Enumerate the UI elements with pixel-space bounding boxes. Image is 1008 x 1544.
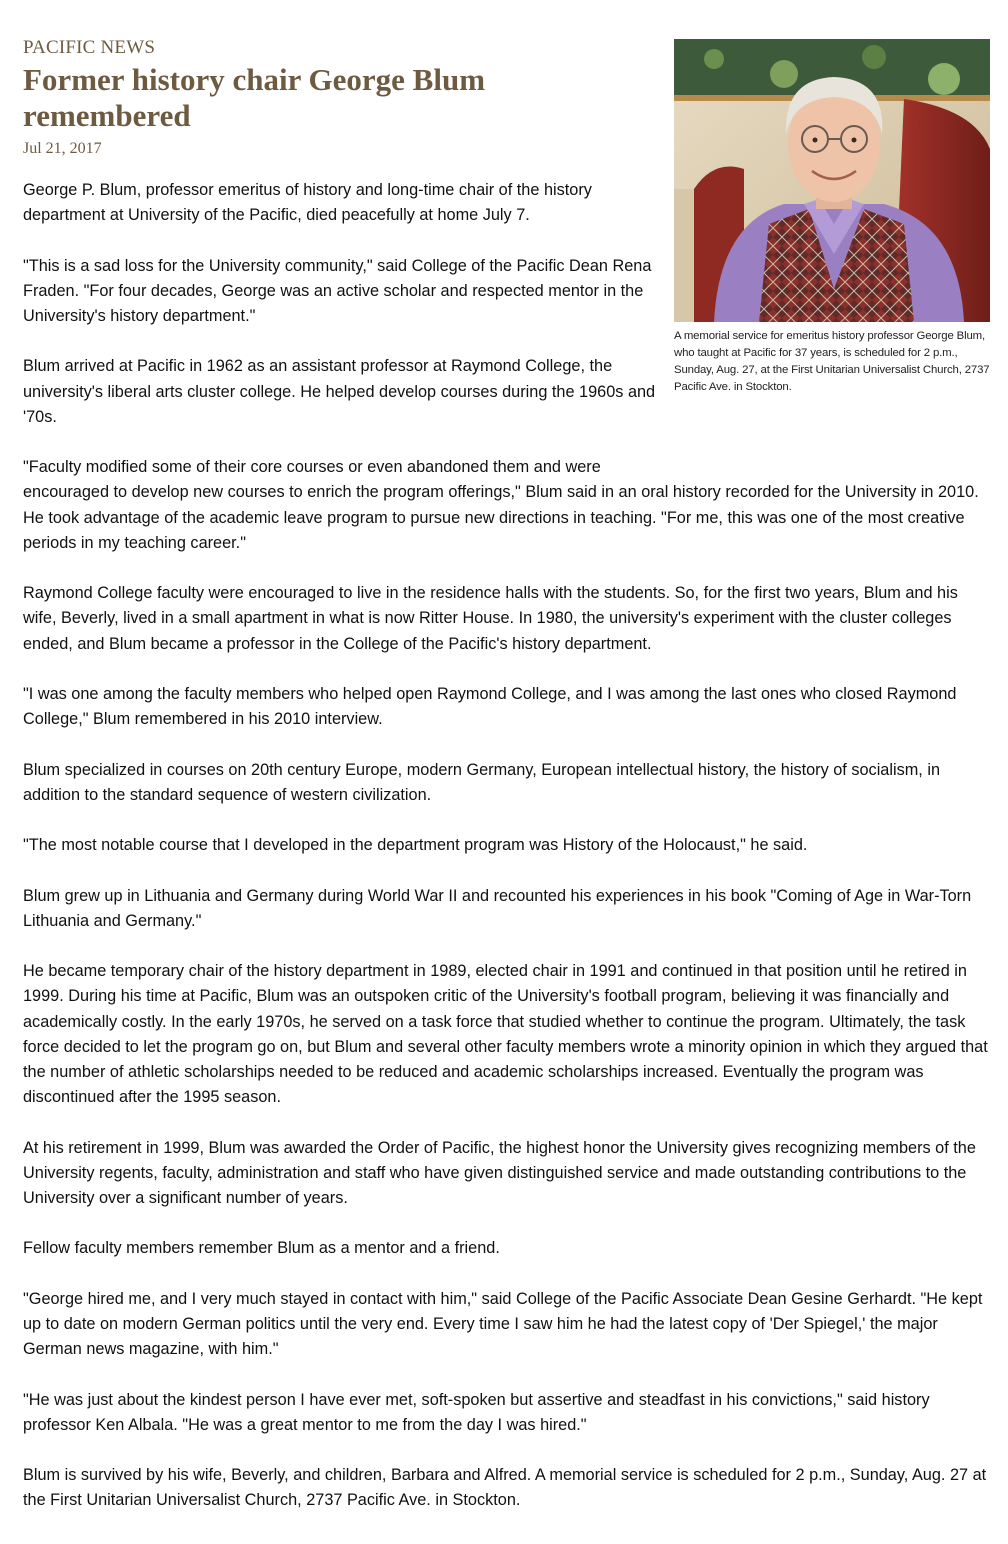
paragraph: "The most notable course that I developed in the department program was History of the Holocaust," he said. bbox=[23, 836, 808, 855]
paragraph: He became temporary chair of the history department in 1989, elected chair in 1991 and continued in that position until he retired in 1999. During his time at Pacific, Blum was an outspoken critic of the University's football program, believing it was financially and academically costly. In the early 1970s, he served on a task force that studied whether to continue the program. Ultimately, the task force decided to let the program go on, but Blum and several other faculty members wrote a minority opinion in which they argued that the number of athletic scholarships needed to be reduced and academic scholarships increased. Eventually the program was discontinued after the 1995 season. bbox=[23, 962, 988, 1107]
paragraph: "I was one among the faculty members who helped open Raymond College, and I was among the last ones who closed Raymond College," Blum remembered in his 2010 interview. bbox=[23, 684, 957, 729]
paragraph: "George hired me, and I very much stayed in contact with him," said College of the Pacific Associate Dean Gesine Gerhardt. "He kept up to date on modern German politics until the very end. Every time I saw him he had the latest copy of 'Der Spiegel,' the major German news magazine, with him." bbox=[23, 1289, 983, 1359]
paragraph: "He was just about the kindest person I have ever met, soft-spoken but assertive and steadfast in his convictions," said history professor Ken Albala. "He was a great mentor to me from the day I was hired." bbox=[23, 1390, 930, 1434]
paragraph: Blum grew up in Lithuania and Germany during World War II and recounted his experiences in his book "Coming of Age in War-Torn Lithuania and Germany." bbox=[23, 886, 972, 930]
paragraph: Blum specialized in courses on 20th century Europe, modern Germany, European intellectual history, the history of socialism, in addition to the standard sequence of western civilization. bbox=[23, 760, 941, 804]
paragraph: George P. Blum, professor emeritus of history and long-time chair of the history department at University of the Pacific, died peacefully at home July 7. bbox=[23, 181, 592, 225]
paragraph: "Faculty modified some of their core courses or even abandoned them and were encouraged to develop new courses to enrich the program offerings," Blum said in an oral history recorded for the University in 2010. He took advantage of the academic leave program to pursue new directions in teaching. "For me, this was one of the most creative periods in my teaching career." bbox=[23, 458, 979, 552]
article-body bbox=[23, 178, 991, 1539]
paragraph: At his retirement in 1999, Blum was awarded the Order of Pacific, the highest honor the University gives recognizing members of the University regents, faculty, administration and staff who have given distinguished service and made outstanding contributions to the University over a significant number of years. bbox=[23, 1138, 976, 1207]
photo-caption: A memorial service for emeritus history professor George Blum, who taught at Pacific for 37 years, is scheduled for 2 p.m., Sunday, Aug. 27, at the First Unitarian Universalist Church, 2737 Pacific Ave. in Stockton. bbox=[674, 330, 990, 393]
paragraph: Fellow faculty members remember Blum as a mentor and a friend. bbox=[23, 1239, 500, 1258]
publish-date: Jul 21, 2017 bbox=[23, 140, 102, 157]
paragraph: "This is a sad loss for the University community," said College of the Pacific Dean Rena Fraden. "For four decades, George was an active scholar and respected mentor in the University's history department." bbox=[23, 256, 652, 325]
figure-spacer bbox=[656, 178, 991, 468]
paragraph: Raymond College faculty were encouraged to live in the residence halls with the students. So, for the first two years, Blum and his wife, Beverly, lived in a small apartment in what is now Ritter House. In 1980, the university's experiment with the cluster colleges ended, and Blum became a professor in the College of the Pacific's history department. bbox=[23, 584, 958, 653]
paragraph: Blum is survived by his wife, Beverly, and children, Barbara and Alfred. A memorial service is scheduled for 2 p.m., Sunday, Aug. 27 at the First Unitarian Universalist Church, 2737 Pacific Ave. in Stockton. bbox=[23, 1466, 987, 1510]
article-headline: Former history chair George Blum remembered bbox=[23, 62, 486, 133]
paragraph: Blum arrived at Pacific in 1962 as an assistant professor at Raymond College, the university's liberal arts cluster college. He helped develop courses during the 1960s and '70s. bbox=[23, 357, 656, 426]
section-label: PACIFIC NEWS bbox=[23, 37, 156, 58]
